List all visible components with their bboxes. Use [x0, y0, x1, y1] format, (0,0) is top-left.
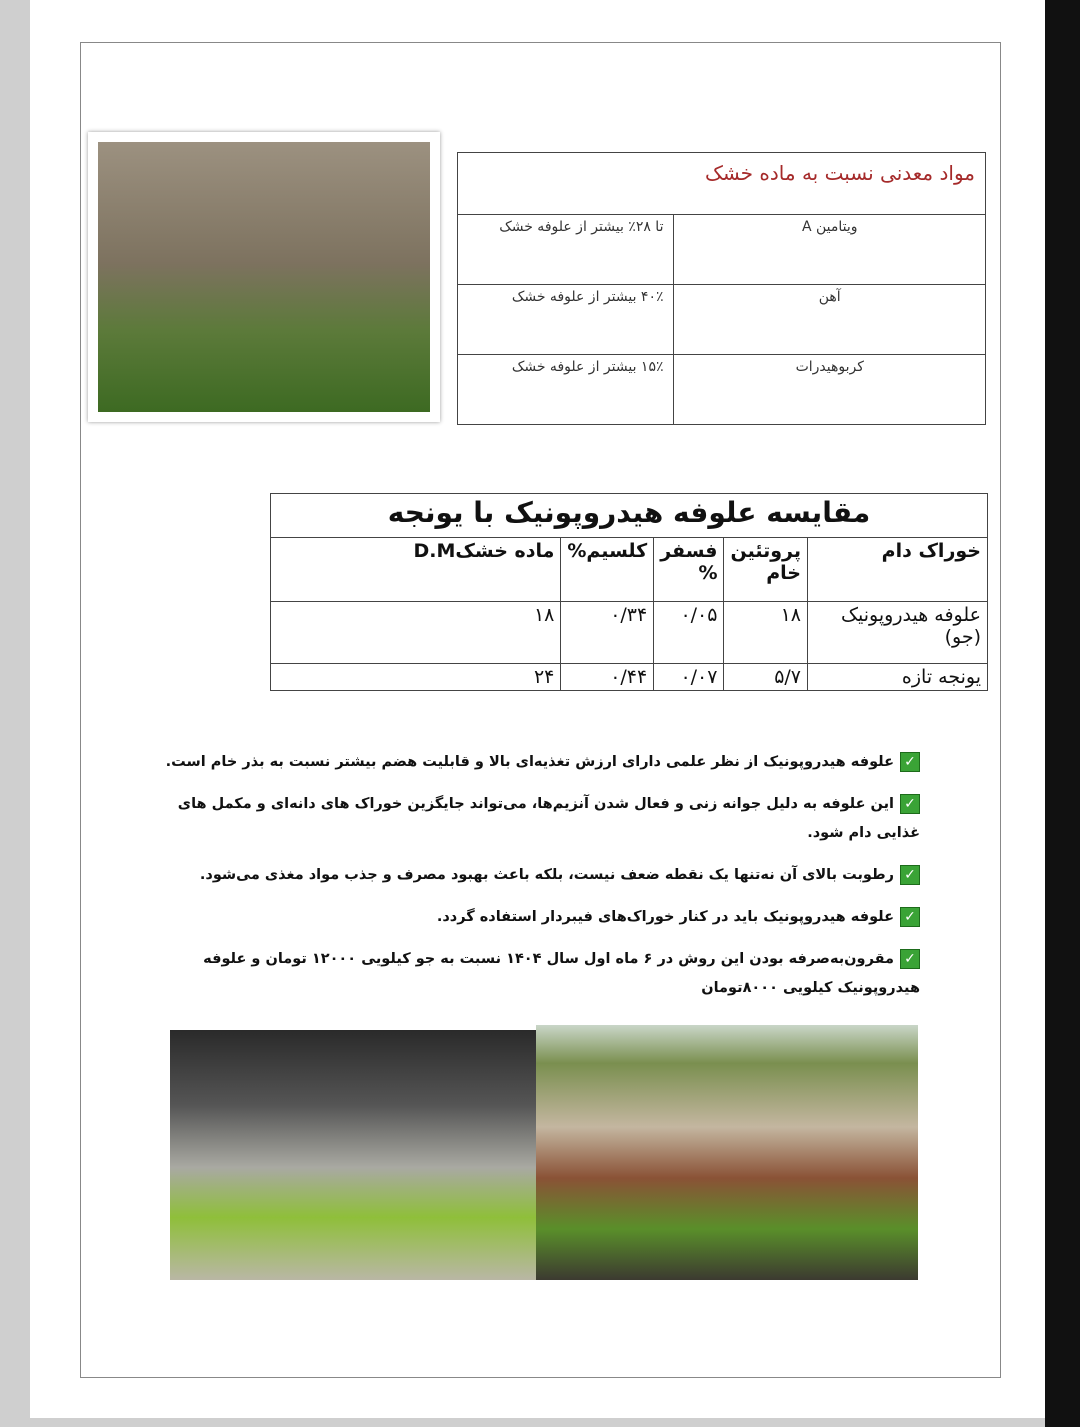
benefits-list — [165, 748, 920, 1016]
cell: ۱۸ — [271, 602, 561, 664]
list-item-text: علوفه هیدروپونیک باید در کنار خوراک‌های فیبردار استفاده گردد. — [436, 909, 894, 925]
screen-edge — [1045, 0, 1080, 1427]
checkbox-icon: ✓ — [900, 752, 920, 772]
cell-item: آهن — [674, 285, 986, 355]
header-cell: پروتئین خام — [724, 538, 808, 602]
checkbox-icon: ✓ — [900, 949, 920, 969]
table-row — [458, 355, 986, 425]
sheep-grazing-photo — [88, 132, 440, 422]
table-row — [271, 664, 988, 691]
cell: ۱۸ — [724, 602, 808, 664]
cell-value: ۱۵٪ بیشتر از علوفه خشک — [458, 355, 674, 425]
list-item — [165, 945, 920, 1003]
cell: ۰/۰۷ — [654, 664, 724, 691]
horses-eating-photo — [536, 1025, 918, 1280]
cell-item: ویتامین A — [674, 215, 986, 285]
list-item — [165, 790, 920, 848]
cell-value: ۴۰٪ بیشتر از علوفه خشک — [458, 285, 674, 355]
table-row — [271, 602, 988, 664]
header-cell: ماده خشکD.M — [271, 538, 561, 602]
cell: ۰/۳۴ — [561, 602, 654, 664]
checkbox-icon: ✓ — [900, 794, 920, 814]
header-cell: کلسیم% — [561, 538, 654, 602]
checkbox-icon: ✓ — [900, 865, 920, 885]
comparison-table-title: مقایسه علوفه هیدروپونیک با یونجه — [271, 494, 988, 538]
cell: ۰/۰۵ — [654, 602, 724, 664]
list-item — [165, 748, 920, 777]
cell-item: کربوهیدرات — [674, 355, 986, 425]
list-item-text: این علوفه به دلیل جوانه زنی و فعال شدن آنزیم‌ها، می‌تواند جایگزین خوراک های دانه‌ای و مکمل های غذایی دام شود. — [177, 796, 920, 841]
minerals-table — [457, 152, 986, 425]
list-item — [165, 861, 920, 890]
header-cell: خوراک دام — [808, 538, 988, 602]
list-item-text: علوفه هیدروپونیک از نظر علمی دارای ارزش تغذیه‌ای بالا و قابلیت هضم بیشتر نسبت به بذر خام است. — [165, 754, 894, 770]
cell: علوفه هیدروپونیک (جو) — [808, 602, 988, 664]
comparison-table — [270, 493, 988, 691]
list-item-text: رطوبت بالای آن نه‌تنها یک نقطه ضعف نیست، بلکه باعث بهبود مصرف و جذب مواد مغذی می‌شود. — [199, 867, 894, 883]
cell: ۵/۷ — [724, 664, 808, 691]
cell-value: تا ۲۸٪ بیشتر از علوفه خشک — [458, 215, 674, 285]
minerals-table-title: مواد معدنی نسبت به ماده خشک — [458, 153, 986, 215]
cell: ۲۴ — [271, 664, 561, 691]
checkbox-icon: ✓ — [900, 907, 920, 927]
header-cell: فسفر % — [654, 538, 724, 602]
cows-eating-photo — [170, 1030, 536, 1280]
table-row — [458, 285, 986, 355]
table-row — [458, 215, 986, 285]
list-item-text: مقرون‌به‌صرفه بودن این روش در ۶ ماه اول سال ۱۴۰۴ نسبت به جو کیلویی ۱۲۰۰۰ تومان و علوفه هیدروپونیک کیلویی ۸۰۰۰تومان — [203, 951, 920, 996]
cell: ۰/۴۴ — [561, 664, 654, 691]
cell: یونجه تازه — [808, 664, 988, 691]
list-item — [165, 903, 920, 932]
